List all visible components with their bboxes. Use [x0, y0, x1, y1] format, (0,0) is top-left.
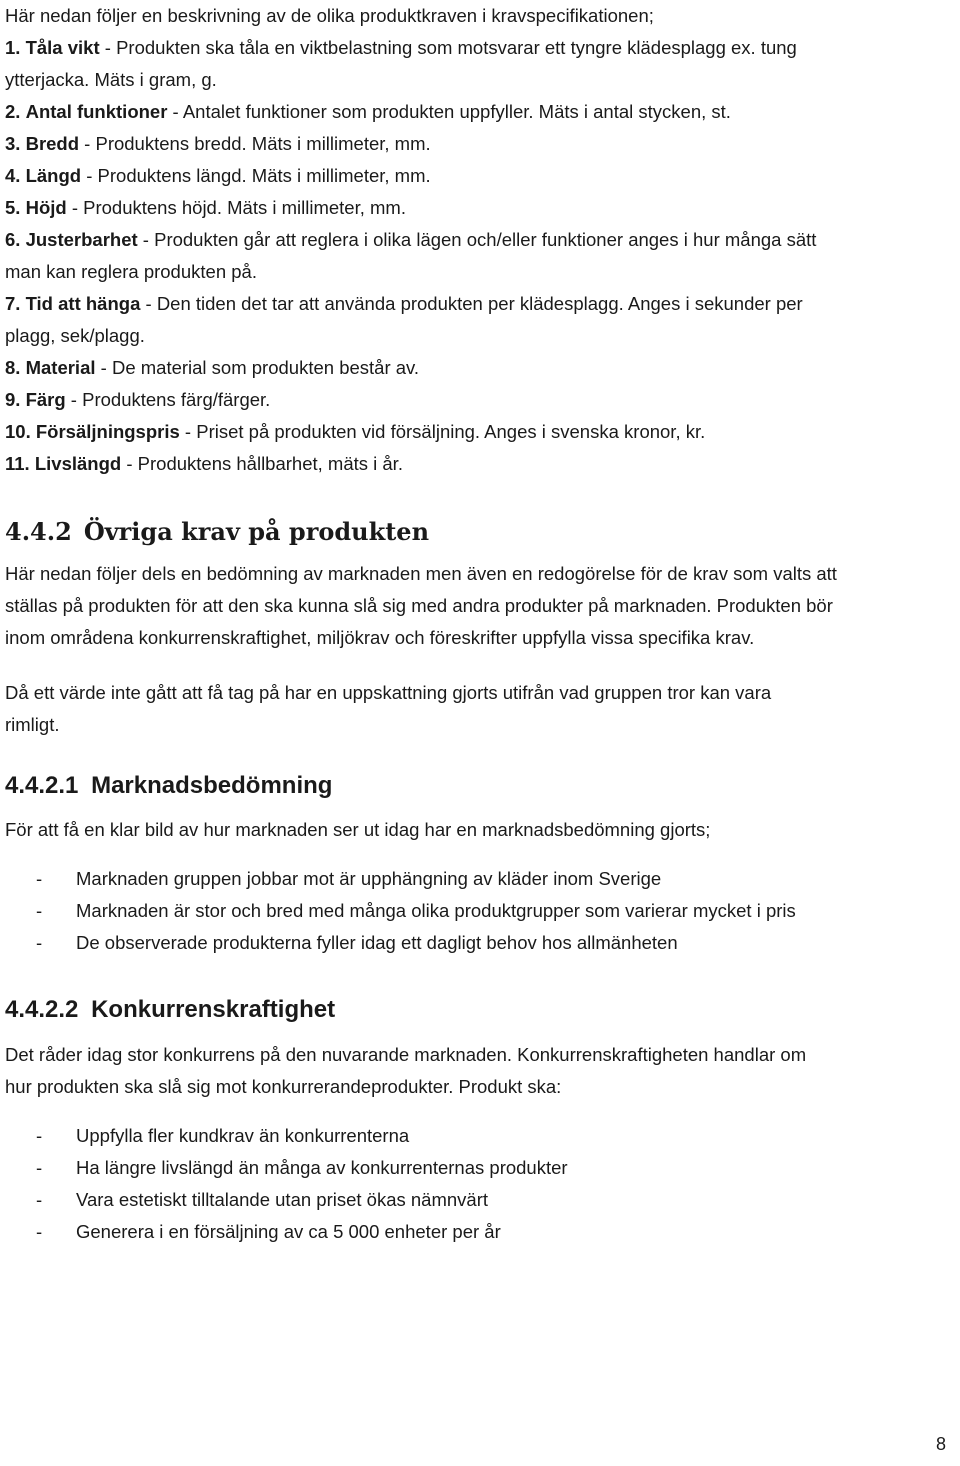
- list-item: - Ha längre livslängd än många av konkurrenternas produkter: [36, 1157, 568, 1178]
- list-item: 6. Justerbarhet - Produkten går att reglera i olika lägen och/eller funktioner anges i hur många sätt: [5, 229, 817, 250]
- page-number: 8: [935, 1434, 946, 1454]
- list-item: - Uppfylla fler kundkrav än konkurrenterna: [36, 1125, 410, 1146]
- item-term: Tid att hänga: [25, 293, 141, 314]
- list-item: 4. Längd - Produktens längd. Mäts i millimeter, mm.: [5, 165, 431, 186]
- list-item: - De observerade produkterna fyller idag ett dagligt behov hos allmänheten: [36, 932, 678, 953]
- item-desc: Produktens bredd. Mäts i millimeter, mm.: [95, 133, 431, 154]
- item-desc: Den tiden det tar att använda produkten per klädesplagg. Anges i sekunder per: [156, 293, 803, 314]
- list-item: 8. Material - De material som produkten består av.: [5, 357, 420, 378]
- paragraph-442-2: Då ett värde inte gått att få tag på har en uppskattning gjorts utifrån vad gruppen tror kan vara rimligt.: [5, 682, 772, 735]
- list-item: - Vara estetiskt tilltalande utan priset ökas nämnvärt: [36, 1189, 489, 1210]
- list-item: 10. Försäljningspris - Priset på produkten vid försäljning. Anges i svenska kronor, kr.: [5, 421, 706, 442]
- list-item: - Generera i en försäljning av ca 5 000 enheter per år: [36, 1221, 501, 1242]
- list-item: 11. Livslängd - Produktens hållbarhet, mäts i år.: [5, 453, 403, 474]
- item-term: Längd: [25, 165, 82, 186]
- bullet-list-4421: [0, 868, 960, 964]
- item-term: Justerbarhet: [25, 229, 138, 250]
- item-term: Material: [25, 357, 96, 378]
- list-item: - Marknaden är stor och bred med många olika produktgrupper som varierar mycket i pris: [36, 900, 796, 921]
- paragraph-4421: För att få en klar bild av hur marknaden ser ut idag har en marknadsbedömning gjorts;: [5, 819, 711, 840]
- bullet-list-4422: [0, 1125, 960, 1253]
- item-term: Antal funktioner: [25, 101, 168, 122]
- list-item: 2. Antal funktioner - Antalet funktioner som produkten uppfyller. Mäts i antal stycken, st.: [5, 101, 731, 122]
- list-item: 1. Tåla vikt - Produkten ska tåla en viktbelastning som motsvarar ett tyngre klädesplagg ex. tung: [5, 37, 797, 58]
- item-desc: Produkten går att reglera i olika lägen och/eller funktioner anges i hur många sätt: [154, 229, 817, 250]
- item-term: Tåla vikt: [25, 37, 100, 58]
- item-desc: Produktens höjd. Mäts i millimeter, mm.: [83, 197, 406, 218]
- section-heading-4421: 4.4.2.1 Marknadsbedömning: [5, 772, 333, 799]
- item-desc: De material som produkten består av.: [111, 357, 420, 378]
- requirements-list: [5, 32, 816, 480]
- list-item: 7. Tid att hänga - Den tiden det tar att använda produkten per klädesplagg. Anges i sekunder per: [5, 293, 803, 314]
- item-desc: Produktens längd. Mäts i millimeter, mm.: [97, 165, 431, 186]
- item-term: Försäljningspris: [35, 421, 180, 442]
- paragraph-442-1: Här nedan följer dels en bedömning av marknaden men även en redogörelse för de krav som valts att ställas på produkten för att den ska kunna slå sig med andra produkter på marknaden. Produkten bör inom områdena konkurrenskraftighet, miljökrav och föreskrifter uppfylla vissa specifika krav.: [5, 563, 837, 648]
- list-item: - Marknaden gruppen jobbar mot är upphängning av kläder inom Sverige: [36, 868, 662, 889]
- item-desc: Produkten ska tåla en viktbelastning som motsvarar ett tyngre klädesplagg ex. tung: [116, 37, 797, 58]
- item-desc: Antalet funktioner som produkten uppfyller. Mäts i antal stycken, st.: [182, 101, 731, 122]
- paragraph-4422: Det råder idag stor konkurrens på den nuvarande marknaden. Konkurrenskraftigheten handlar om hur produkten ska slå sig mot konkurrerandeprodukter. Produkt ska:: [5, 1044, 807, 1097]
- list-item: 3. Bredd - Produktens bredd. Mäts i millimeter, mm.: [5, 133, 431, 154]
- list-item-cont: man kan reglera produkten på.: [5, 261, 257, 282]
- item-term: Höjd: [25, 197, 67, 218]
- item-term: Färg: [25, 389, 66, 410]
- list-item: 9. Färg - Produktens färg/färger.: [5, 389, 271, 410]
- item-term: Livslängd: [34, 453, 122, 474]
- item-number: 1.: [5, 37, 21, 58]
- section-heading-442: 4.4.2 Övriga krav på produkten: [5, 517, 430, 546]
- list-item-cont: ytterjacka. Mäts i gram, g.: [5, 69, 217, 90]
- item-desc: Produktens hållbarhet, mäts i år.: [137, 453, 403, 474]
- section-heading-4422: 4.4.2.2 Konkurrenskraftighet: [5, 996, 336, 1023]
- intro-text: Här nedan följer en beskrivning av de olika produktkraven i kravspecifikationen;: [5, 5, 654, 26]
- item-desc: Produktens färg/färger.: [82, 389, 271, 410]
- list-item: 5. Höjd - Produktens höjd. Mäts i millimeter, mm.: [5, 197, 406, 218]
- item-term: Bredd: [25, 133, 80, 154]
- list-item-cont: plagg, sek/plagg.: [5, 325, 145, 346]
- item-desc: Priset på produkten vid försäljning. Anges i svenska kronor, kr.: [196, 421, 706, 442]
